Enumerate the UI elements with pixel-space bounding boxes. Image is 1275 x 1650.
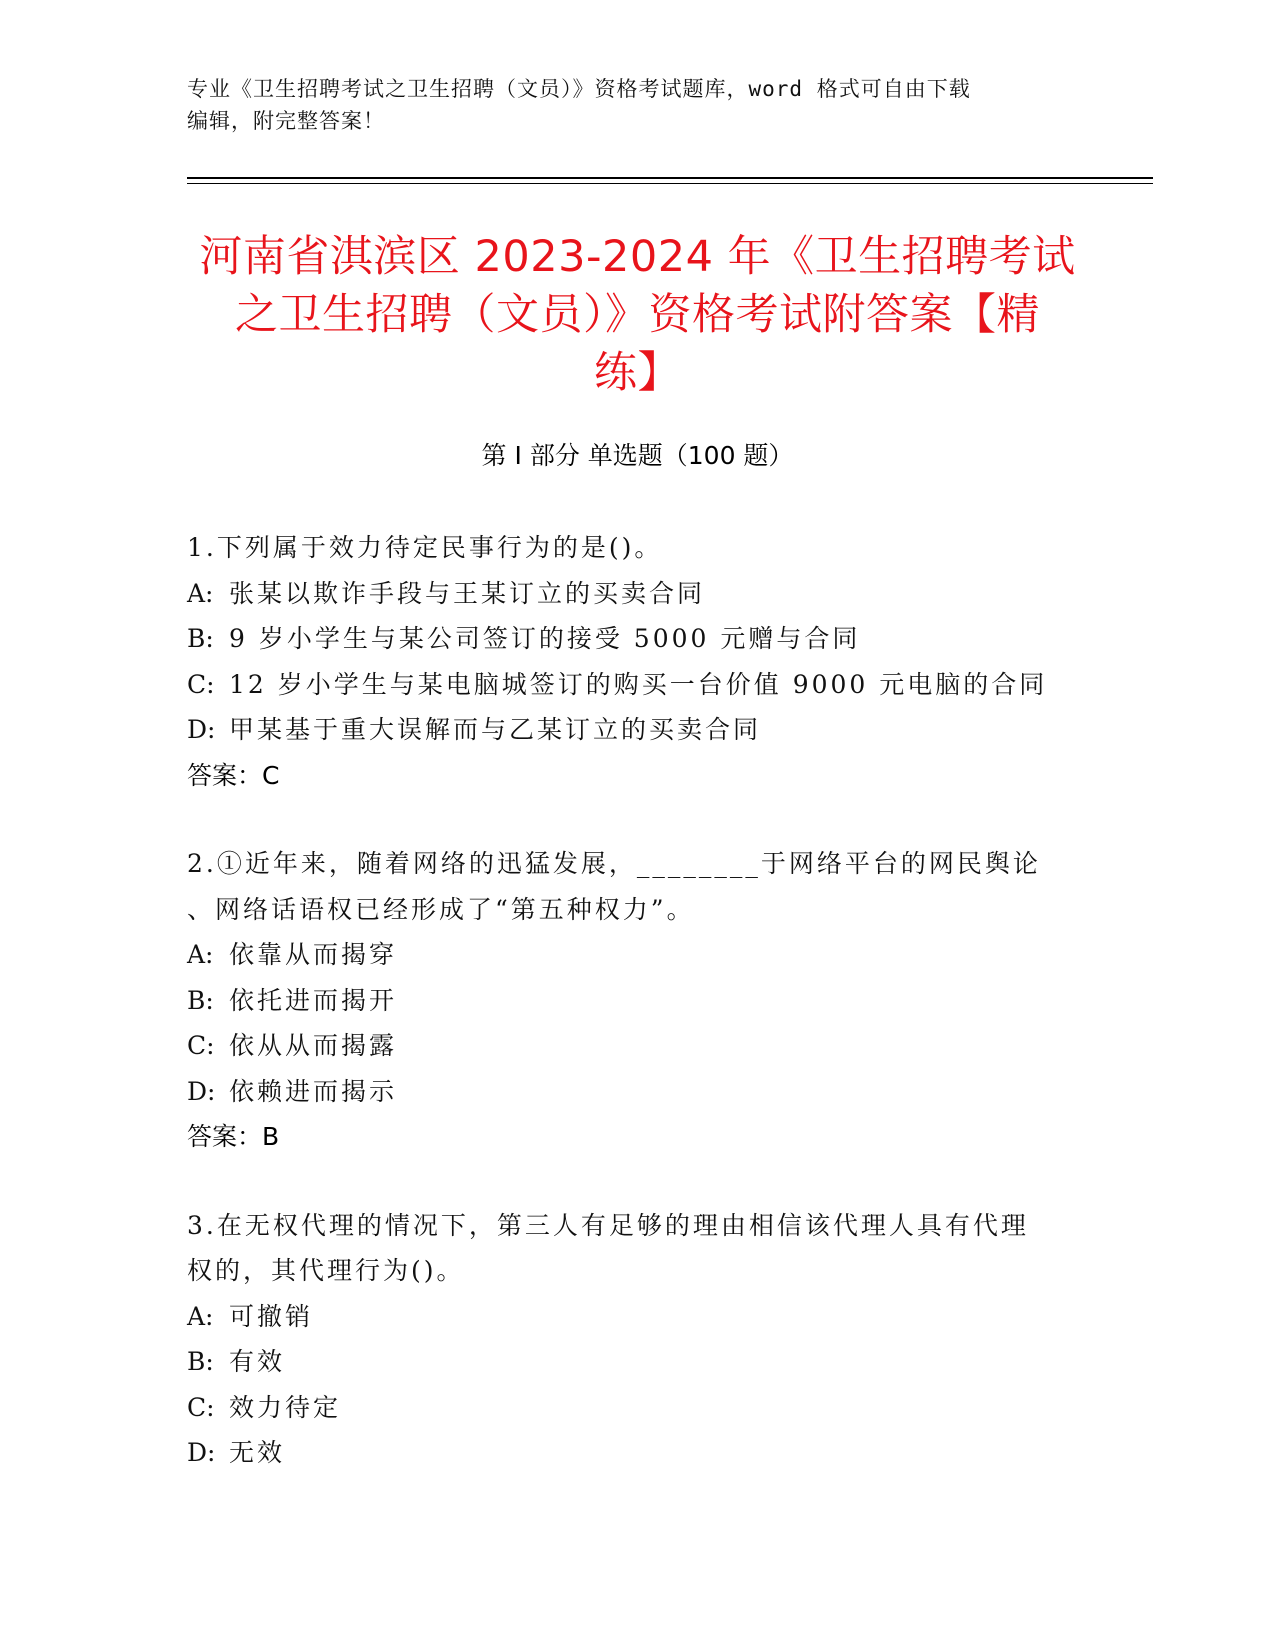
header-note-line-2: 编辑，附完整答案！ [187,109,385,133]
option-row [187,616,1067,662]
question-stem: 、网络话语权已经形成了“第五种权力”。 [187,894,695,924]
title-line-3: 练】 [594,348,681,398]
question-list [187,525,1067,1519]
option-letter: D: [187,1076,216,1106]
option-letter: A: [187,578,214,608]
option-letter: D: [187,715,216,744]
option-text: 效力待定 [229,1392,342,1422]
option-row [187,1430,1067,1476]
option-text: 9 岁小学生与某公司签订的接受 5000 元赠与合同 [229,624,861,653]
title-line-2: 之卫生招聘（文员）》资格考试附答案【精 [235,290,1040,340]
option-letter: B: [187,985,214,1015]
option-text: 可撤销 [229,1301,314,1331]
header-note-line-1: 专业《卫生招聘考试之卫生招聘（文员）》资格考试题库，word 格式可自由下载 [187,77,971,101]
question-item [187,525,1067,798]
option-letter: A: [187,1301,214,1331]
option-letter: B: [187,1347,214,1376]
question-item [187,841,1067,1160]
option-letter: C: [187,669,215,699]
question-stem: 权的，其代理行为()。 [187,1256,465,1285]
header-divider-thick [187,177,1153,179]
option-row [187,707,1067,753]
option-row [187,978,1067,1024]
document-title [190,228,1085,402]
option-text: 依赖进而揭示 [229,1076,398,1106]
question-stem: 2.①近年来，随着网络的迅猛发展，________于网络平台的网民舆论 [187,849,1041,878]
header-divider-thin [187,183,1153,184]
section-heading: 第 I 部分 单选题（100 题） [481,441,794,470]
question-stem: 1.下列属于效力待定民事行为的是()。 [187,533,663,562]
option-letter: B: [187,624,214,653]
option-text: 依靠从而揭穿 [229,940,398,969]
option-row [187,1294,1067,1340]
question-stem: 3.在无权代理的情况下，第三人有足够的理由相信该代理人具有代理 [187,1210,1029,1240]
answer-line: 答案：C [187,760,280,790]
option-row [187,1069,1067,1115]
option-text: 张某以欺诈手段与王某订立的买卖合同 [229,578,706,608]
option-row [187,932,1067,978]
option-letter: D: [187,1438,216,1467]
option-row [187,1385,1067,1431]
option-letter: C: [187,1392,215,1422]
answer-line: 答案：B [187,1122,280,1151]
option-row [187,1339,1067,1385]
option-row [187,1023,1067,1069]
option-letter: A: [187,940,214,969]
option-text: 有效 [229,1347,286,1376]
option-text: 无效 [229,1438,286,1467]
title-line-1: 河南省淇滨区 2023-2024 年《卫生招聘考试 [199,232,1076,282]
option-letter: C: [187,1031,215,1060]
option-row [187,571,1067,617]
option-text: 12 岁小学生与某电脑城签订的购买一台价值 9000 元电脑的合同 [229,669,1048,699]
option-text: 依托进而揭开 [229,985,398,1015]
question-item [187,1203,1067,1476]
header-note [187,73,1067,137]
option-row [187,662,1067,708]
option-text: 甲某基于重大误解而与乙某订立的买卖合同 [229,715,762,744]
option-text: 依从从而揭露 [229,1031,398,1060]
